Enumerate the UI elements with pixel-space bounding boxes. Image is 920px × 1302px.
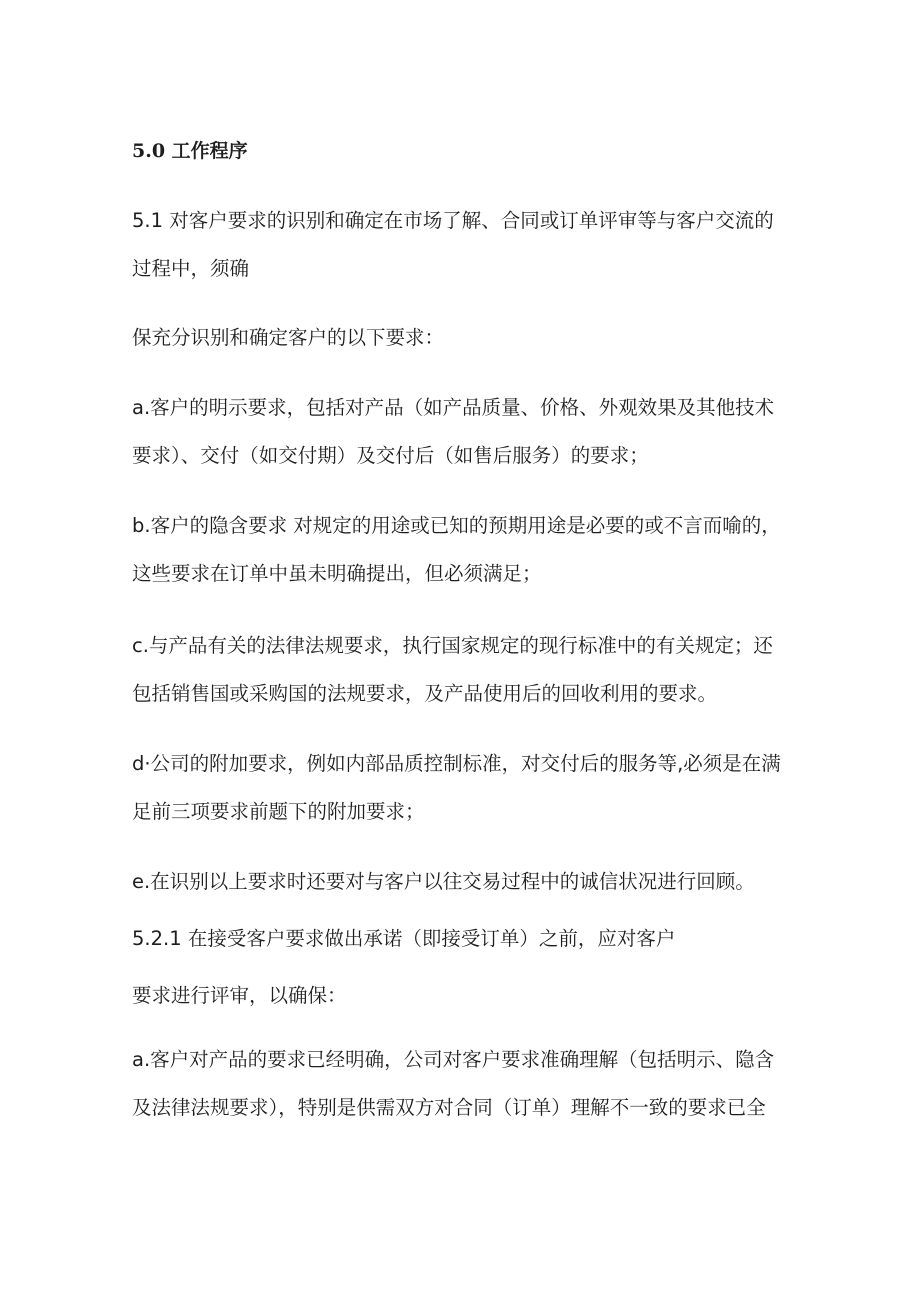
text-line: a.客户对产品的要求已经明确，公司对客户要求准确理解（包括明示、隐含 [132,1048,775,1071]
text-line: 要求进行评审，以确保： [132,984,347,1007]
paragraph-5-1 [132,197,812,293]
paragraph-c-legal [132,622,812,718]
text-line: 包括销售国或采购国的法规要求，及产品使用后的回收利用的要求。 [132,682,718,705]
text-line: 及法律法规要求），特别是供需双方对合同（订单）理解不一致的要求已全 [132,1096,766,1119]
text-line: b.客户的隐含要求 对规定的用途或已知的预期用途是必要的或不言而喻的， [132,514,781,537]
paragraph-a-explicit [132,384,812,480]
paragraph-ensure [132,314,812,362]
paragraph-d-additional [132,740,812,836]
text-line: 足前三项要求前题下的附加要求； [132,800,425,823]
text-line: 过程中，须确 [132,257,250,280]
text-line: a.客户的明示要求，包括对产品（如产品质量、价格、外观效果及其他技术 [132,396,775,419]
paragraph-a-clear [132,1036,812,1132]
text-line: 要求）、交付（如交付期）及交付后（如售后服务）的要求； [132,444,649,467]
text-line: c.与产品有关的法律法规要求，执行国家规定的现行标准中的有关规定；还 [132,634,773,657]
paragraph-e-review [132,858,812,906]
text-line: e.在识别以上要求时还要对与客户以往交易过程中的诚信状况进行回顾。 [132,870,755,893]
paragraph-review-ensure [132,972,812,1020]
paragraph-b-implicit [132,502,812,598]
text-line: d·公司的附加要求，例如内部品质控制标准，对交付后的服务等,必须是在满 [132,752,781,775]
paragraph-5-2-1 [132,915,812,963]
text-line: 保充分识别和确定客户的以下要求： [132,326,445,349]
text-line: 这些要求在订单中虽未明确提出，但必须满足； [132,562,542,585]
text-line: 5.2.1 在接受客户要求做出承诺（即接受订单）之前，应对客户 [132,927,676,950]
section-heading: 5.0 工作程序 [132,140,248,162]
text-line: 5.1 对客户要求的识别和确定在市场了解、合同或订单评审等与客户交流的 [132,209,774,232]
